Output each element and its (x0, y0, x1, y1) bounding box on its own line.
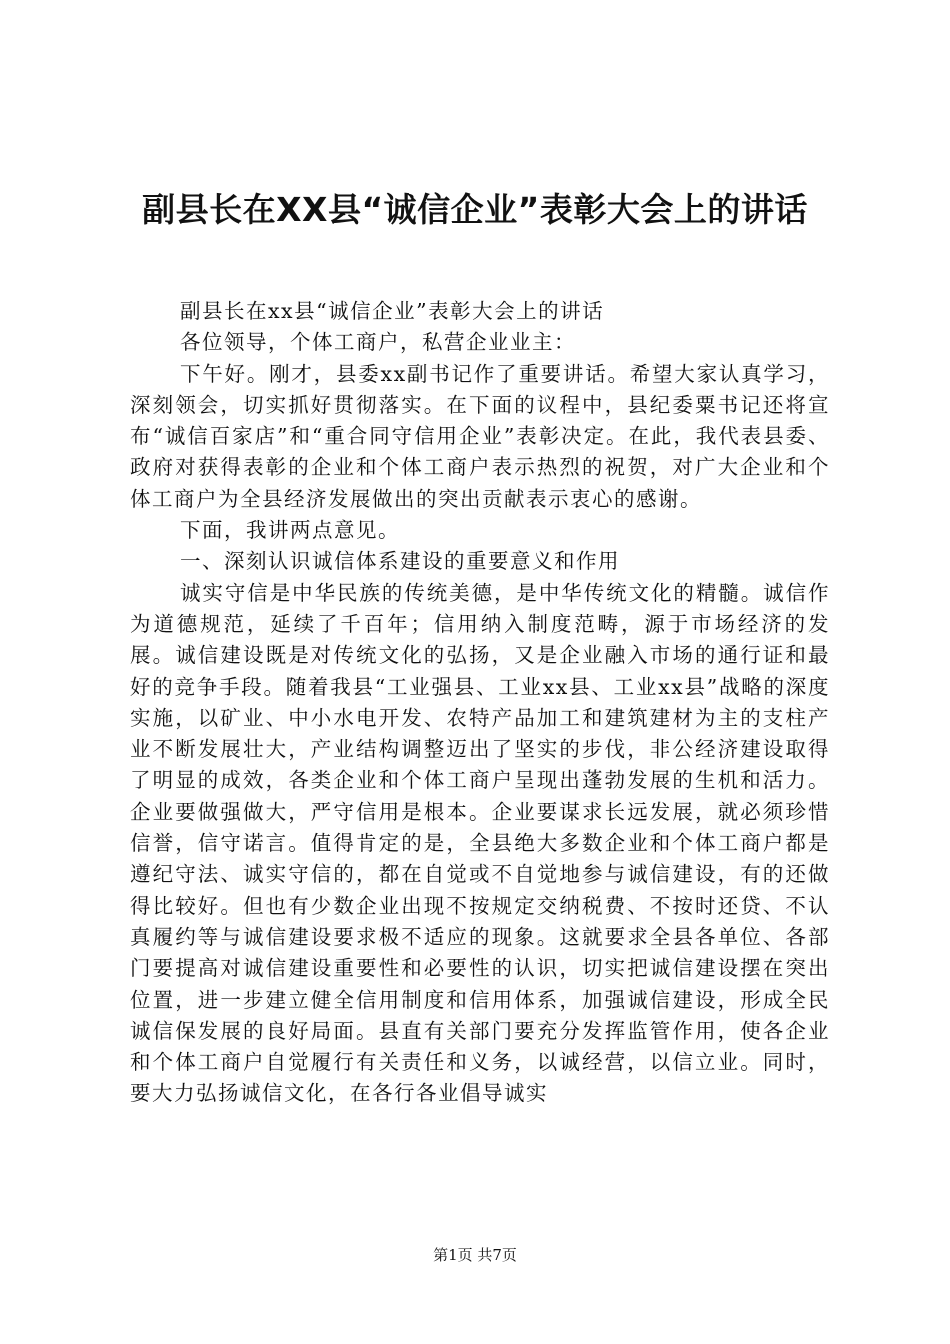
document-title: 副县长在XX县“诚信企业”表彰大会上的讲话 (142, 190, 808, 229)
paragraph-subtitle: 副县长在xx县“诚信企业”表彰大会上的讲话 (180, 299, 605, 323)
page-number-footer: 第1页 共7页 (433, 1246, 517, 1264)
section-heading-1: 一、深刻认识诚信体系建设的重要意义和作用 (180, 549, 620, 574)
paragraph-section-1: 诚实守信是中华民族的传统美德，是中华传统文化的精髓。诚信作为道德规范，延续了千百年；信用纳入制度范畴，源于市场经济的发展。诚信建设既是对传统文化的弘扬，又是企业融入市场的通行证和最好的竞争手段。随着我县“工业强县、工业xx县、工业xx县”战略的深度实施，以矿业、中小水电开发、农特产品加工和建筑建材为主的支柱产业不断发展壮大，产业结构调整迈出了坚实的步伐，非公经济建设取得了明显的成效，各类企业和个体工商户呈现出蓬勃发展的生机和活力。企业要做强做大，严守信用是根本。企业要谋求长远发展，就必须珍惜信誉，信守诺言。值得肯定的是，全县绝大多数企业和个体工商户都是遵纪守法、诚实守信的，都在自觉或不自觉地参与诚信建设，有的还做得比较好。但也有少数企业出现不按规定交纳税费、不按时还贷、不认真履约等与诚信建设要求极不适应的现象。这就要求全县各单位、各部门要提高对诚信建设重要性和必要性的认识，切实把诚信建设摆在突出位置，进一步建立健全信用制度和信用体系，加强诚信建设，形成全民诚信保发展的良好局面。县直有关部门要充分发挥监管作用，使各企业和个体工商户自觉履行有关责任和义务，以诚经营，以信立业。同时，要大力弘扬诚信文化，在各行各业倡导诚实 (130, 580, 830, 1106)
paragraph-transition: 下面，我讲两点意见。 (180, 518, 400, 543)
paragraph-salutation: 各位领导，个体工商户，私营企业业主： (180, 330, 576, 355)
paragraph-opening: 下午好。刚才，县委xx副书记作了重要讲话。希望大家认真学习，深刻领会，切实抓好贯彻落实。在下面的议程中，县纪委粟书记还将宣布“诚信百家店”和“重合同守信用企业”表彰决定。在此，我代表县委、政府对获得表彰的企业和个体工商户表示热烈的祝贺，对广大企业和个体工商户为全县经济发展做出的突出贡献表示衷心的感谢。 (130, 361, 830, 511)
document-body (130, 296, 830, 1110)
